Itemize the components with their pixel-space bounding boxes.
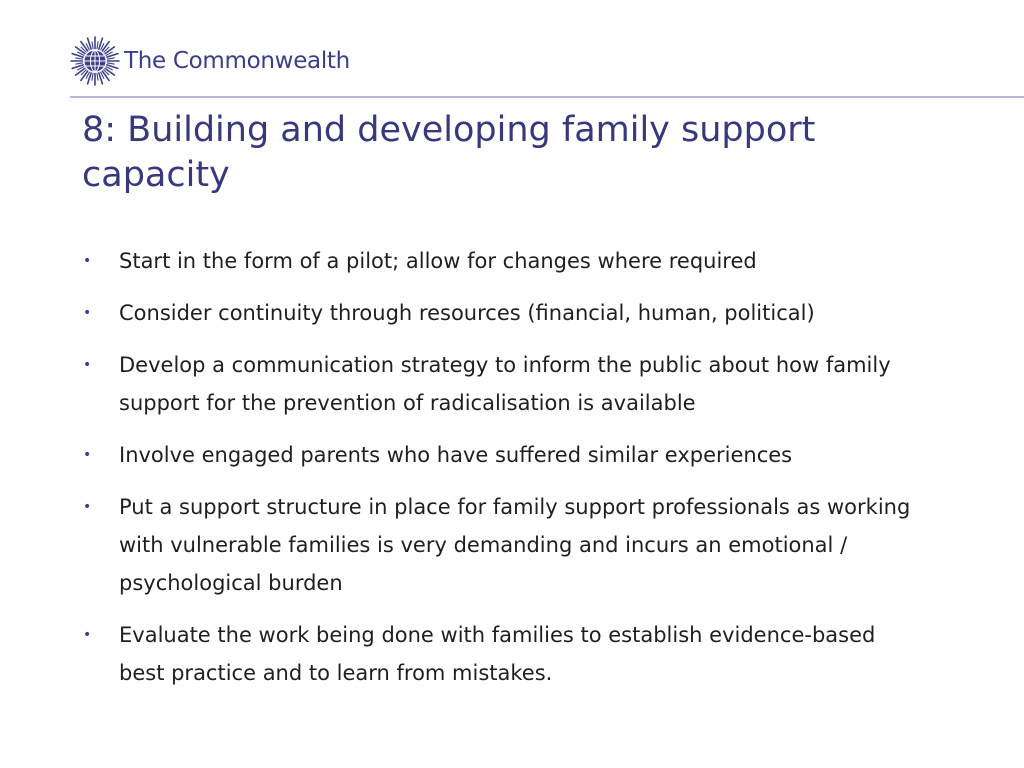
bullet-list [82, 242, 922, 706]
list-item [82, 346, 922, 422]
logo-ray [97, 73, 98, 80]
bullet-text: Evaluate the work being done with families to establish evidence-based best practice and to learn from mistakes. [119, 623, 876, 685]
bullet-text: Involve engaged parents who have suffered similar experiences [119, 443, 793, 467]
bullet-icon: • [83, 305, 92, 321]
bullet-icon: • [83, 357, 92, 373]
list-item [82, 242, 922, 280]
logo-ray [81, 42, 88, 51]
logo-ray [107, 63, 114, 64]
commonwealth-logo [70, 34, 350, 88]
commonwealth-globe-icon [70, 34, 120, 88]
bullet-icon: • [83, 499, 92, 515]
bullet-icon: • [83, 253, 92, 269]
logo-ray [76, 63, 83, 64]
logo-ray [105, 47, 114, 54]
bullet-text: Consider continuity through resources (financial, human, political) [119, 301, 815, 325]
slide-title: 8: Building and developing family support capacity [82, 110, 816, 195]
logo-ray [76, 58, 83, 59]
list-item [82, 488, 922, 602]
logo-ray [92, 73, 93, 80]
list-item [82, 436, 922, 474]
bullet-text: Start in the form of a pilot; allow for changes where required [119, 249, 757, 273]
logo-ray [92, 42, 93, 49]
bullet-text: Develop a communication strategy to inform the public about how family support for the prevention of radicalisation is available [119, 353, 891, 415]
list-item [82, 616, 922, 692]
logo-ray [81, 71, 88, 80]
list-item [82, 294, 922, 332]
logo-ray [76, 47, 85, 54]
bullet-icon: • [83, 447, 92, 463]
logo-ray [107, 58, 114, 59]
logo-ray [105, 68, 114, 75]
bullet-icon: • [83, 627, 92, 643]
logo-ray [102, 42, 109, 51]
logo-ray [102, 71, 109, 80]
logo-text: The Commonwealth [124, 48, 350, 74]
logo-ray [76, 68, 85, 75]
logo-ray [97, 42, 98, 49]
bullet-text: Put a support structure in place for family support professionals as working with vulnerable families is very demanding and incurs an emotional / psychological burden [119, 495, 911, 595]
header-divider [70, 96, 1024, 98]
